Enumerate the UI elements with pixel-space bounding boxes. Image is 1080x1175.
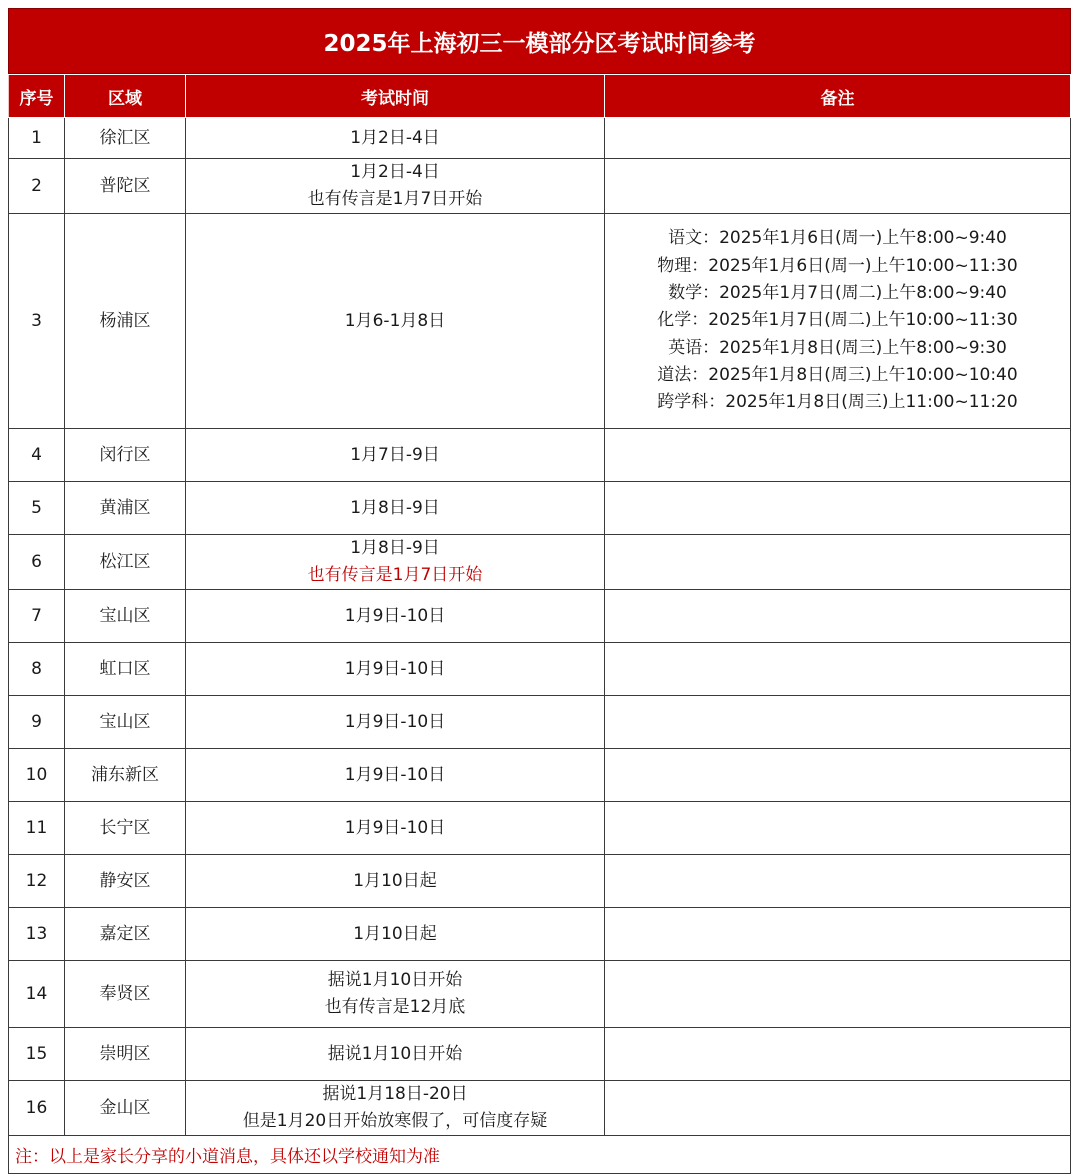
cell-no: 5 xyxy=(9,482,65,535)
cell-note xyxy=(605,482,1071,535)
table-row xyxy=(9,643,1071,696)
time-line: 据说1月18日-20日 xyxy=(322,1084,468,1104)
time-line: 1月2日-4日 xyxy=(350,162,440,182)
schedule-sheet xyxy=(8,8,1071,1174)
schedule-table xyxy=(8,74,1071,1136)
cell-time: 1月10日起 xyxy=(186,908,605,961)
note-line: 英语：2025年1月8日(周三)上午8:00~9:30 xyxy=(668,337,1007,358)
header-no: 序号 xyxy=(9,75,65,118)
cell-time: 1月8日-9日 xyxy=(186,482,605,535)
cell-no: 11 xyxy=(9,802,65,855)
cell-area: 黄浦区 xyxy=(65,482,186,535)
note-schedule xyxy=(605,225,1070,416)
cell-time: 据说1月10日开始 xyxy=(186,1028,605,1081)
cell-area: 静安区 xyxy=(65,855,186,908)
note-line: 道法：2025年1月8日(周三)上午10:00~10:40 xyxy=(657,364,1018,385)
cell-note xyxy=(605,643,1071,696)
cell-no: 2 xyxy=(9,159,65,214)
table-row xyxy=(9,1028,1071,1081)
cell-area: 崇明区 xyxy=(65,1028,186,1081)
cell-area: 宝山区 xyxy=(65,590,186,643)
cell-area: 长宁区 xyxy=(65,802,186,855)
cell-note xyxy=(605,855,1071,908)
cell-note xyxy=(605,802,1071,855)
cell-time: 1月9日-10日 xyxy=(186,802,605,855)
note-line: 跨学科：2025年1月8日(周三)上11:00~11:20 xyxy=(657,392,1018,413)
table-row xyxy=(9,1081,1071,1136)
header-row xyxy=(9,75,1071,118)
table-row xyxy=(9,214,1071,429)
table-row xyxy=(9,482,1071,535)
cell-time: 1月10日起 xyxy=(186,855,605,908)
cell-time xyxy=(186,535,605,590)
table-row xyxy=(9,696,1071,749)
cell-time xyxy=(186,961,605,1028)
cell-area: 普陀区 xyxy=(65,159,186,214)
cell-area: 嘉定区 xyxy=(65,908,186,961)
cell-time: 1月2日-4日 xyxy=(186,118,605,159)
cell-note xyxy=(605,961,1071,1028)
rumor-line: 也有传言是1月7日开始 xyxy=(307,565,483,585)
cell-time xyxy=(186,159,605,214)
table-row xyxy=(9,590,1071,643)
cell-no: 3 xyxy=(9,214,65,429)
cell-area: 金山区 xyxy=(65,1081,186,1136)
header-time: 考试时间 xyxy=(186,75,605,118)
cell-no: 8 xyxy=(9,643,65,696)
cell-no: 7 xyxy=(9,590,65,643)
time-line: 据说1月10日开始 xyxy=(327,970,463,990)
cell-no: 12 xyxy=(9,855,65,908)
note-line: 化学：2025年1月7日(周二)上午10:00~11:30 xyxy=(657,310,1018,331)
footer-note: 注：以上是家长分享的小道消息，具体还以学校通知为准 xyxy=(8,1136,1071,1174)
cell-note xyxy=(605,429,1071,482)
cell-no: 10 xyxy=(9,749,65,802)
cell-no: 14 xyxy=(9,961,65,1028)
cell-time: 1月9日-10日 xyxy=(186,643,605,696)
cell-area: 松江区 xyxy=(65,535,186,590)
cell-area: 杨浦区 xyxy=(65,214,186,429)
note-line: 物理：2025年1月6日(周一)上午10:00~11:30 xyxy=(657,255,1018,276)
time-line: 1月8日-9日 xyxy=(350,538,440,558)
note-line: 数学：2025年1月7日(周二)上午8:00~9:40 xyxy=(668,283,1007,304)
table-row xyxy=(9,118,1071,159)
cell-no: 9 xyxy=(9,696,65,749)
cell-note xyxy=(605,1081,1071,1136)
time-line-extra: 也有传言是1月7日开始 xyxy=(307,189,483,209)
cell-area: 宝山区 xyxy=(65,696,186,749)
cell-no: 4 xyxy=(9,429,65,482)
cell-time: 1月9日-10日 xyxy=(186,590,605,643)
cell-area: 闵行区 xyxy=(65,429,186,482)
cell-note xyxy=(605,908,1071,961)
table-row xyxy=(9,749,1071,802)
cell-time: 1月6-1月8日 xyxy=(186,214,605,429)
table-row xyxy=(9,535,1071,590)
cell-note xyxy=(605,749,1071,802)
table-row xyxy=(9,159,1071,214)
cell-no: 16 xyxy=(9,1081,65,1136)
cell-note xyxy=(605,118,1071,159)
cell-note xyxy=(605,696,1071,749)
cell-area: 浦东新区 xyxy=(65,749,186,802)
note-line: 语文：2025年1月6日(周一)上午8:00~9:40 xyxy=(668,228,1007,249)
cell-note xyxy=(605,159,1071,214)
cell-no: 15 xyxy=(9,1028,65,1081)
cell-note xyxy=(605,590,1071,643)
header-area: 区域 xyxy=(65,75,186,118)
table-row xyxy=(9,802,1071,855)
table-row xyxy=(9,961,1071,1028)
cell-time: 1月7日-9日 xyxy=(186,429,605,482)
table-title: 2025年上海初三一模部分区考试时间参考 xyxy=(8,8,1071,74)
cell-area: 奉贤区 xyxy=(65,961,186,1028)
cell-time: 1月9日-10日 xyxy=(186,749,605,802)
cell-time xyxy=(186,1081,605,1136)
time-line-extra: 也有传言是12月底 xyxy=(324,997,466,1017)
time-line-extra: 但是1月20日开始放寒假了，可信度存疑 xyxy=(242,1111,548,1131)
cell-area: 虹口区 xyxy=(65,643,186,696)
header-note: 备注 xyxy=(605,75,1071,118)
cell-area: 徐汇区 xyxy=(65,118,186,159)
table-row xyxy=(9,855,1071,908)
cell-time: 1月9日-10日 xyxy=(186,696,605,749)
cell-no: 1 xyxy=(9,118,65,159)
table-row xyxy=(9,908,1071,961)
cell-note xyxy=(605,214,1071,429)
cell-no: 13 xyxy=(9,908,65,961)
table-row xyxy=(9,429,1071,482)
cell-note xyxy=(605,1028,1071,1081)
cell-no: 6 xyxy=(9,535,65,590)
cell-note xyxy=(605,535,1071,590)
